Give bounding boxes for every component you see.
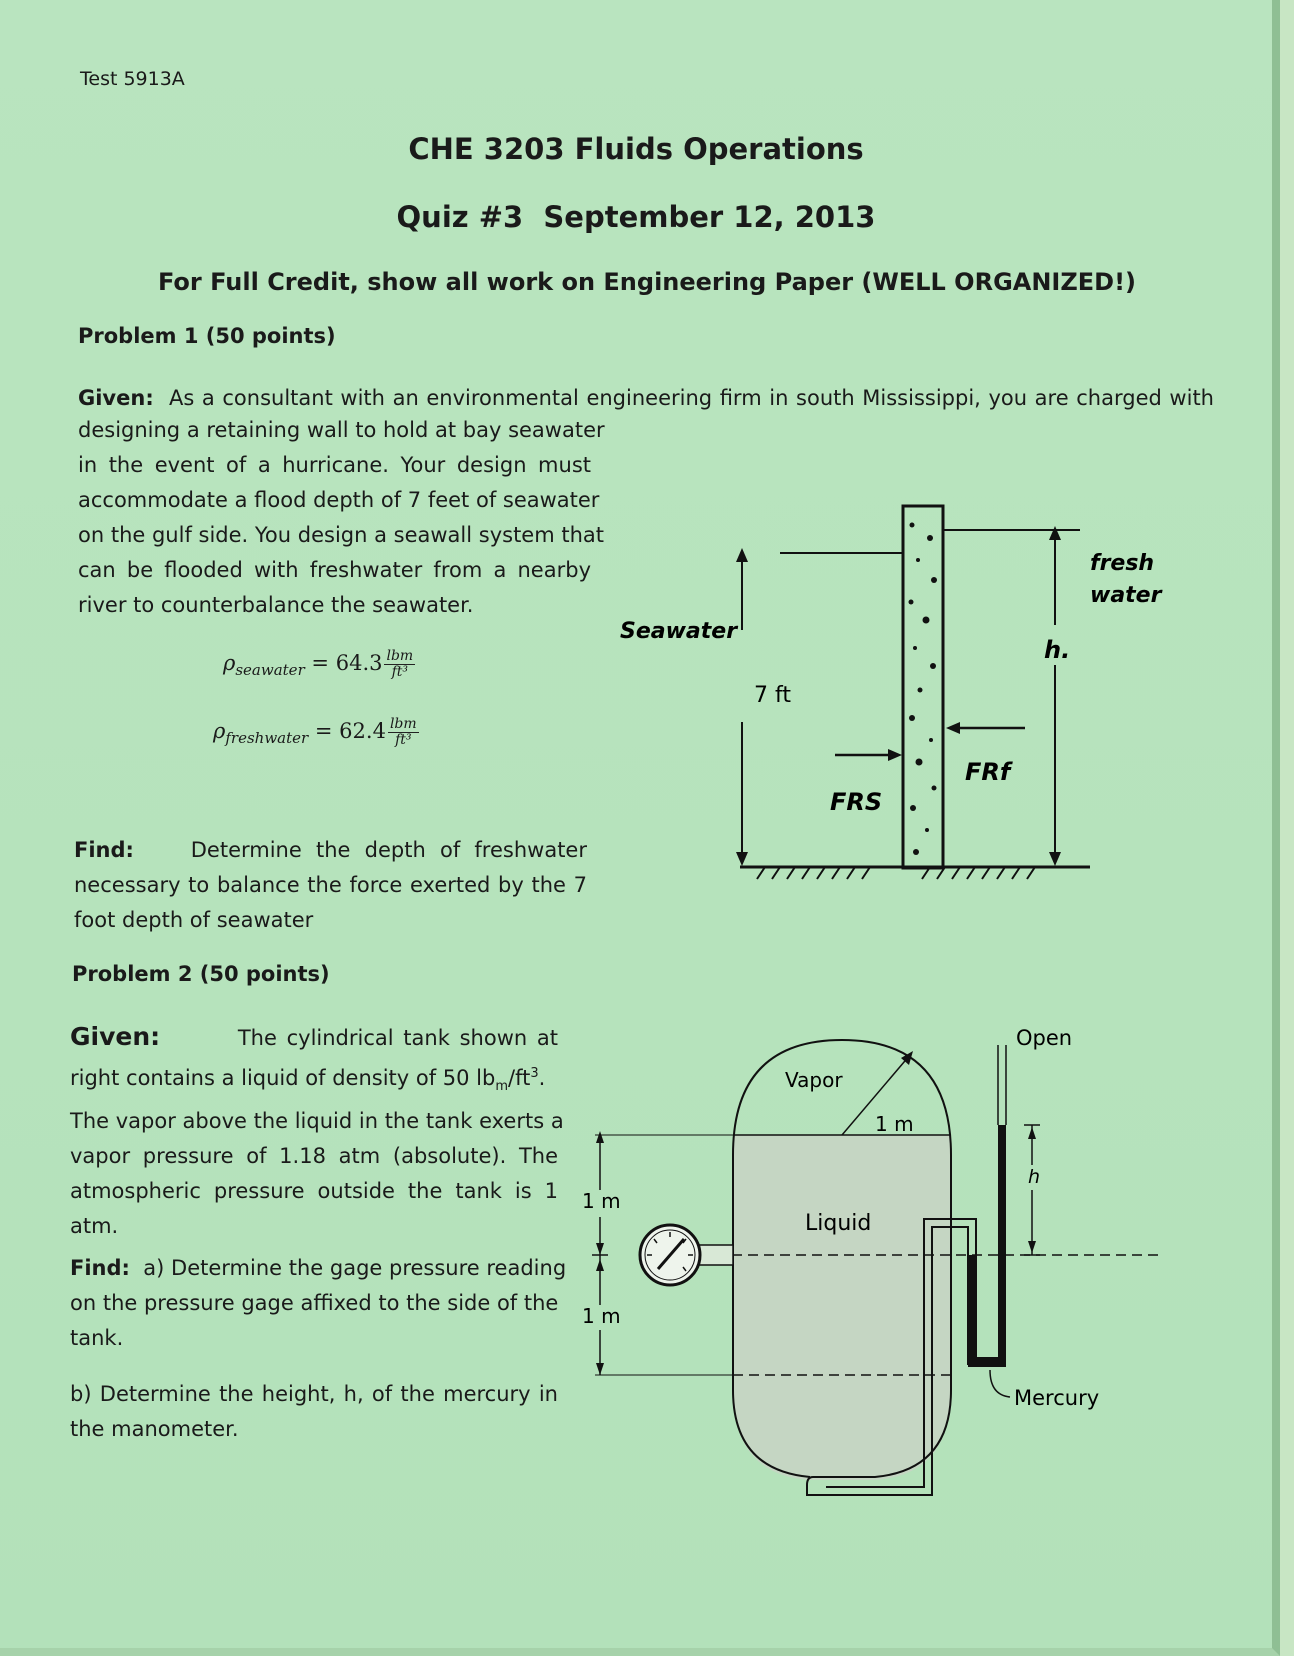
wall-aggregate <box>909 523 938 856</box>
rho-freshwater-unit <box>388 717 419 748</box>
seawater-label: Seawater <box>620 619 738 644</box>
problem2-find-line <box>70 1251 567 1286</box>
h-arrow-up-icon <box>1028 1127 1036 1139</box>
mercury-left-leg <box>968 1255 976 1365</box>
unit-numerator: lbm <box>386 648 414 664</box>
problem2-find-text: a) Determine the gage pressure reading <box>143 1256 567 1280</box>
gauge-fitting <box>697 1245 733 1265</box>
ground-hatch <box>757 867 1035 879</box>
open-label: Open <box>1016 1026 1073 1050</box>
problem1-given-line <box>78 381 1214 416</box>
freshwater-force-label: FRf <box>965 758 1011 786</box>
problem2-find-line: the manometer. <box>70 1417 239 1441</box>
instructions: For Full Credit, show all work on Engineering Paper (WELL ORGANIZED!) <box>158 268 1136 296</box>
problem2-find-line: tank. <box>70 1326 124 1350</box>
problem1-given-label: Given: <box>78 386 154 410</box>
dim-arrow-down-icon <box>596 1363 604 1375</box>
problem1-find-line: necessary to balance the force exerted by the 7 <box>74 873 587 897</box>
vapor-label: Vapor <box>785 1068 843 1092</box>
h-arrow-down-icon <box>1028 1241 1036 1253</box>
rho-seawater-unit <box>384 649 415 680</box>
liquid-label: Liquid <box>805 1211 872 1236</box>
rho-seawater-value: 64.3 <box>335 651 383 675</box>
dim-lower-label: 1 m <box>582 1304 621 1328</box>
dim-arrow-down-icon <box>1049 852 1061 866</box>
quiz-line-text: Quiz #3 September 12, 2013 <box>396 200 876 234</box>
problem1-given-text: As a consultant with an environmental engineering firm in south Mississippi, you are charged with <box>168 386 1214 410</box>
problem2-given-line: atm. <box>70 1214 119 1239</box>
problem1-heading: Problem 1 (50 points) <box>78 324 336 348</box>
tank-diagram <box>570 1025 1170 1525</box>
force-arrow-left-icon <box>946 722 960 734</box>
radius-label: 1 m <box>875 1112 914 1136</box>
problem1-given-line: accommodate a flood depth of 7 feet of seawater <box>78 488 600 512</box>
quiz-line <box>0 200 1272 234</box>
dim-arrow-down-icon <box>736 852 748 866</box>
h-label: h <box>1028 1166 1041 1188</box>
equals-sign: = <box>314 719 333 743</box>
problem2-find-line: b) Determine the height, h, of the mercury in <box>70 1382 558 1406</box>
rho-seawater-equation <box>223 649 415 680</box>
unit-denominator: ft³ <box>391 664 409 680</box>
problem2-given-line: vapor pressure of 1.18 atm (absolute). The <box>70 1144 558 1169</box>
problem1-given-block <box>78 413 605 623</box>
problem1-find-line <box>74 833 587 868</box>
problem2-find-line: on the pressure gage affixed to the side of the <box>70 1291 559 1315</box>
unit-numerator: lbm <box>389 716 417 732</box>
freshwater-height-label: h. <box>1044 636 1071 664</box>
rho-seawater-subscript: seawater <box>235 661 305 680</box>
problem1-given-line: in the event of a hurricane. Your design must <box>78 453 591 477</box>
mercury-leader <box>990 1370 1010 1397</box>
dim-arrow-up-icon <box>596 1259 604 1271</box>
dim-arrow-up-icon <box>1049 526 1061 540</box>
rho-symbol: ρ <box>213 719 226 743</box>
unit-denominator: ft³ <box>395 732 412 748</box>
problem1-given-line: can be flooded with freshwater from a nearby <box>78 558 591 582</box>
problem2-find-label: Find: <box>70 1256 130 1280</box>
problem1-find-label: Find: <box>74 838 134 862</box>
rho-freshwater-equation <box>213 717 419 748</box>
problem1-given-line: designing a retaining wall to hold at bay seawater <box>78 418 605 442</box>
fresh-label: fresh <box>1090 551 1155 576</box>
water-label: water <box>1090 583 1162 608</box>
test-id: Test 5913A <box>80 68 185 90</box>
dim-arrow-down-icon <box>596 1243 604 1255</box>
problem2-given-line <box>70 1056 558 1104</box>
liquid-fill <box>733 1135 951 1480</box>
problem1-find-line: foot depth of seawater <box>74 908 314 932</box>
density-superscript: 3 <box>530 1066 539 1081</box>
problem2-given-line <box>70 1019 558 1056</box>
problem1-given-line: river to counterbalance the seawater. <box>78 593 474 617</box>
problem2-given-line: atmospheric pressure outside the tank is 1 <box>70 1179 558 1204</box>
dim-arrow-up-icon <box>596 1131 604 1143</box>
density-unit: /ft <box>508 1066 531 1090</box>
retaining-wall <box>903 506 943 868</box>
mercury-label: Mercury <box>1014 1386 1100 1410</box>
problem2-given-line: The vapor above the liquid in the tank exerts a <box>70 1109 564 1134</box>
force-arrow-right-icon <box>888 749 902 761</box>
problem2-given-block <box>70 1019 564 1244</box>
dim-upper-label: 1 m <box>582 1189 621 1213</box>
density-period: . <box>538 1066 546 1090</box>
rho-freshwater-subscript: freshwater <box>225 729 309 748</box>
seawater-depth-label: 7 ft <box>754 683 791 708</box>
seawall-diagram <box>620 490 1162 890</box>
density-subscript: m <box>495 1079 509 1095</box>
rho-freshwater-value: 62.4 <box>339 719 386 743</box>
mercury-right-leg <box>998 1125 1006 1365</box>
density-text: right contains a liquid of density of 50 lb <box>70 1066 496 1090</box>
problem1-find-block <box>74 833 587 938</box>
course-title: CHE 3203 Fluids Operations <box>408 132 864 166</box>
dim-arrow-up-icon <box>736 548 748 562</box>
problem1-given-first <box>78 381 1214 416</box>
problem2-find-block <box>70 1251 567 1356</box>
problem2-heading: Problem 2 (50 points) <box>72 962 330 986</box>
problem1-given-line: on the gulf side. You design a seawall system that <box>78 523 605 547</box>
problem1-find-text: Determine the depth of freshwater <box>190 838 587 862</box>
problem2-given-label: Given: <box>70 1022 161 1051</box>
rho-symbol: ρ <box>223 651 236 675</box>
problem2-given-text: The cylindrical tank shown at <box>237 1026 558 1050</box>
problem2-find-b-block <box>70 1377 558 1447</box>
equals-sign: = <box>311 651 330 675</box>
seawater-force-label: FRS <box>830 788 883 816</box>
